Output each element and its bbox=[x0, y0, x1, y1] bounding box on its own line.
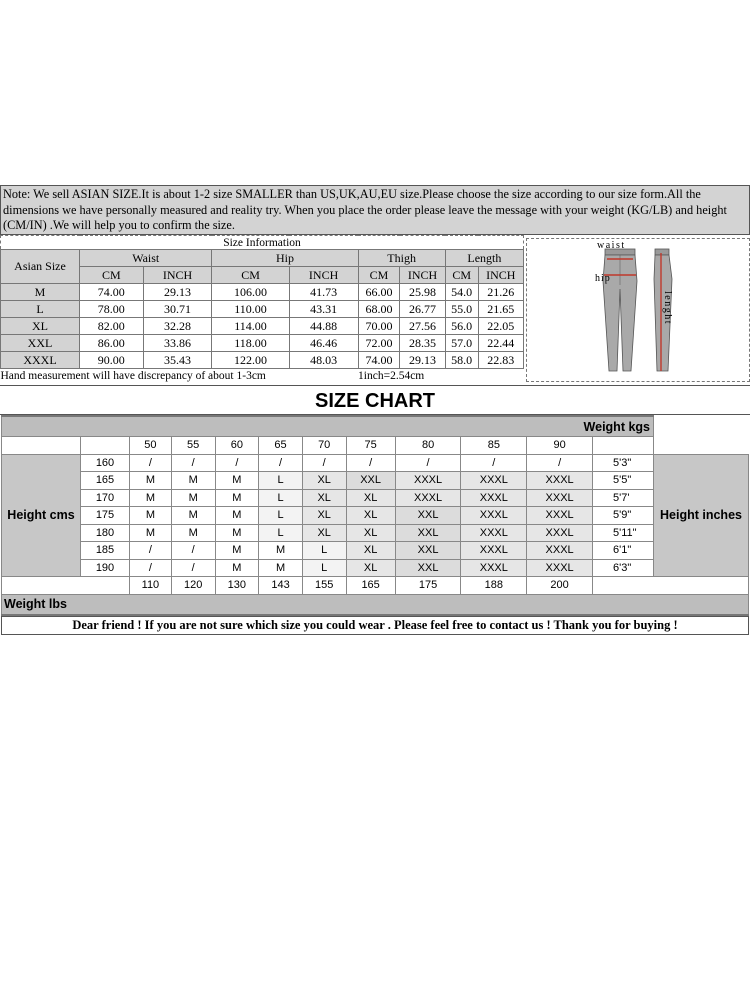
measurement-cell: 48.03 bbox=[289, 352, 358, 369]
empty-cell bbox=[2, 577, 130, 595]
recommended-size-cell: XXXL bbox=[527, 559, 593, 577]
recommended-size-cell: M bbox=[171, 472, 215, 490]
recommended-size-cell: XXXL bbox=[461, 524, 527, 542]
size-info-row bbox=[1, 352, 524, 369]
weight-lbs-bar bbox=[2, 594, 749, 615]
weight-kg-header: 60 bbox=[215, 437, 259, 455]
weight-kg-header: 55 bbox=[171, 437, 215, 455]
size-label: XXXL bbox=[1, 352, 80, 369]
recommended-size-cell: / bbox=[302, 454, 346, 472]
unit-header: INCH bbox=[478, 267, 523, 284]
length-header: Length bbox=[445, 250, 523, 267]
weight-lb-cell: 143 bbox=[259, 577, 303, 595]
measurement-cell: 66.00 bbox=[358, 284, 400, 301]
recommended-size-cell: XL bbox=[302, 524, 346, 542]
recommended-size-cell: / bbox=[130, 559, 172, 577]
weight-kg-header: 85 bbox=[461, 437, 527, 455]
recommended-size-cell: XXXL bbox=[527, 524, 593, 542]
hip-header: Hip bbox=[212, 250, 358, 267]
unit-header: INCH bbox=[400, 267, 445, 284]
measurement-cell: 110.00 bbox=[212, 301, 289, 318]
recommended-size-cell: M bbox=[130, 524, 172, 542]
size-label: M bbox=[1, 284, 80, 301]
recommended-size-cell: M bbox=[259, 542, 303, 560]
measurement-cell: 86.00 bbox=[80, 335, 144, 352]
weight-kgs-label: Weight kgs bbox=[2, 416, 654, 437]
recommended-size-cell: XXL bbox=[395, 507, 461, 525]
size-chart-row bbox=[2, 489, 749, 507]
recommended-size-cell: XXL bbox=[395, 542, 461, 560]
pants-diagram bbox=[526, 238, 750, 382]
measurement-cell: 21.65 bbox=[478, 301, 523, 318]
measurement-cell: 28.35 bbox=[400, 335, 445, 352]
height-inch-cell: 5'11" bbox=[593, 524, 654, 542]
recommended-size-cell: XXXL bbox=[461, 559, 527, 577]
measurement-cell: 22.83 bbox=[478, 352, 523, 369]
height-inches-label: Height inches bbox=[654, 454, 749, 577]
unit-header: CM bbox=[212, 267, 289, 284]
recommended-size-cell: XL bbox=[302, 472, 346, 490]
unit-header: INCH bbox=[143, 267, 212, 284]
recommended-size-cell: M bbox=[215, 472, 259, 490]
measurement-cell: 25.98 bbox=[400, 284, 445, 301]
size-chart-row bbox=[2, 454, 749, 472]
pants-front-icon bbox=[603, 249, 637, 371]
weight-kg-header: 65 bbox=[259, 437, 303, 455]
recommended-size-cell: / bbox=[130, 454, 172, 472]
measurement-cell: 118.00 bbox=[212, 335, 289, 352]
recommended-size-cell: M bbox=[215, 507, 259, 525]
recommended-size-cell: L bbox=[259, 507, 303, 525]
recommended-size-cell: XXL bbox=[346, 472, 395, 490]
weight-lb-cell: 200 bbox=[527, 577, 593, 595]
measurement-cell: 56.0 bbox=[445, 318, 478, 335]
recommended-size-cell: L bbox=[302, 542, 346, 560]
weight-kg-header: 80 bbox=[395, 437, 461, 455]
recommended-size-cell: / bbox=[171, 542, 215, 560]
recommended-size-cell: / bbox=[461, 454, 527, 472]
measurement-cell: 78.00 bbox=[80, 301, 144, 318]
measurement-cell: 41.73 bbox=[289, 284, 358, 301]
recommended-size-cell: XXXL bbox=[395, 472, 461, 490]
recommended-size-cell: XXXL bbox=[527, 472, 593, 490]
height-cm-cell: 190 bbox=[81, 559, 130, 577]
size-chart-row bbox=[2, 507, 749, 525]
height-cms-label: Height cms bbox=[2, 454, 81, 577]
unit-header: CM bbox=[80, 267, 144, 284]
recommended-size-cell: / bbox=[171, 454, 215, 472]
unit-header: CM bbox=[445, 267, 478, 284]
height-inch-cell: 5'5" bbox=[593, 472, 654, 490]
recommended-size-cell: / bbox=[130, 542, 172, 560]
weight-kg-header: 75 bbox=[346, 437, 395, 455]
size-chart-table bbox=[1, 415, 749, 616]
measurement-cell: 57.0 bbox=[445, 335, 478, 352]
recommended-size-cell: XXXL bbox=[461, 507, 527, 525]
waist-header: Waist bbox=[80, 250, 212, 267]
measurement-cell: 29.13 bbox=[400, 352, 445, 369]
measurement-cell: 114.00 bbox=[212, 318, 289, 335]
unit-header: CM bbox=[358, 267, 400, 284]
size-info-row bbox=[1, 301, 524, 318]
recommended-size-cell: XL bbox=[346, 507, 395, 525]
measurement-cell: 68.00 bbox=[358, 301, 400, 318]
recommended-size-cell: XXXL bbox=[461, 542, 527, 560]
recommended-size-cell: L bbox=[259, 489, 303, 507]
height-inch-cell: 5'3" bbox=[593, 454, 654, 472]
measurement-cell: 106.00 bbox=[212, 284, 289, 301]
empty-cell bbox=[81, 437, 130, 455]
weight-lb-cell: 120 bbox=[171, 577, 215, 595]
recommended-size-cell: XXXL bbox=[395, 489, 461, 507]
recommended-size-cell: / bbox=[527, 454, 593, 472]
recommended-size-cell: XL bbox=[346, 524, 395, 542]
size-info-section bbox=[0, 235, 750, 385]
size-note: Note: We sell ASIAN SIZE.It is about 1-2 size SMALLER than US,UK,AU,EU size.Please choose the size according to our size form.All the dimensions we have personally measured and reality try. When you place the order please leave the message with your weight (KG/LB) and height (CM/IN) .We will help you to confirm the size. bbox=[0, 185, 750, 235]
size-guide bbox=[0, 185, 750, 635]
measurement-cell: 26.77 bbox=[400, 301, 445, 318]
measurement-cell: 46.46 bbox=[289, 335, 358, 352]
measurement-cell: 32.28 bbox=[143, 318, 212, 335]
measurement-cell: 74.00 bbox=[358, 352, 400, 369]
size-info-footer bbox=[1, 369, 524, 384]
measurement-cell: 30.71 bbox=[143, 301, 212, 318]
recommended-size-cell: / bbox=[171, 559, 215, 577]
recommended-size-cell: XXXL bbox=[527, 489, 593, 507]
unit-header: INCH bbox=[289, 267, 358, 284]
weight-lb-cell: 110 bbox=[130, 577, 172, 595]
weight-kg-header: 50 bbox=[130, 437, 172, 455]
recommended-size-cell: M bbox=[171, 524, 215, 542]
hip-label: hip bbox=[595, 273, 611, 284]
weight-lb-cell: 155 bbox=[302, 577, 346, 595]
height-inch-cell: 5'9" bbox=[593, 507, 654, 525]
empty-cell bbox=[593, 437, 654, 455]
recommended-size-cell: XL bbox=[346, 489, 395, 507]
recommended-size-cell: M bbox=[171, 507, 215, 525]
recommended-size-cell: XXXL bbox=[527, 542, 593, 560]
weight-lb-cell: 130 bbox=[215, 577, 259, 595]
measurement-cell: 44.88 bbox=[289, 318, 358, 335]
recommended-size-cell: XXL bbox=[395, 559, 461, 577]
height-cm-cell: 185 bbox=[81, 542, 130, 560]
size-chart-row bbox=[2, 542, 749, 560]
height-inch-cell: 6'1" bbox=[593, 542, 654, 560]
recommended-size-cell: / bbox=[395, 454, 461, 472]
measurement-cell: 22.05 bbox=[478, 318, 523, 335]
measurement-cell: 21.26 bbox=[478, 284, 523, 301]
measurement-cell: 55.0 bbox=[445, 301, 478, 318]
asian-size-header: Asian Size bbox=[1, 250, 80, 284]
measurement-cell: 22.44 bbox=[478, 335, 523, 352]
recommended-size-cell: M bbox=[171, 489, 215, 507]
conversion-note: 1inch=2.54cm bbox=[358, 370, 425, 382]
recommended-size-cell: XXL bbox=[395, 524, 461, 542]
weight-lb-cell: 175 bbox=[395, 577, 461, 595]
recommended-size-cell: / bbox=[259, 454, 303, 472]
thigh-header: Thigh bbox=[358, 250, 445, 267]
weight-lbs-row bbox=[2, 577, 749, 595]
height-cm-cell: 175 bbox=[81, 507, 130, 525]
measurement-cell: 72.00 bbox=[358, 335, 400, 352]
measurement-cell: 74.00 bbox=[80, 284, 144, 301]
recommended-size-cell: XL bbox=[302, 489, 346, 507]
height-inch-cell: 6'3" bbox=[593, 559, 654, 577]
measurement-cell: 90.00 bbox=[80, 352, 144, 369]
recommended-size-cell: XL bbox=[346, 542, 395, 560]
recommended-size-cell: L bbox=[302, 559, 346, 577]
measurement-cell: 33.86 bbox=[143, 335, 212, 352]
recommended-size-cell: M bbox=[215, 559, 259, 577]
recommended-size-cell: XL bbox=[346, 559, 395, 577]
recommended-size-cell: M bbox=[215, 524, 259, 542]
size-label: L bbox=[1, 301, 80, 318]
weight-lb-cell: 188 bbox=[461, 577, 527, 595]
size-info-row bbox=[1, 284, 524, 301]
size-chart-row bbox=[2, 559, 749, 577]
recommended-size-cell: L bbox=[259, 472, 303, 490]
size-chart-title: SIZE CHART bbox=[0, 385, 750, 415]
size-chart-row bbox=[2, 472, 749, 490]
height-inch-cell: 5'7' bbox=[593, 489, 654, 507]
recommended-size-cell: / bbox=[215, 454, 259, 472]
size-info-table bbox=[0, 235, 524, 383]
height-cm-cell: 180 bbox=[81, 524, 130, 542]
measurement-cell: 58.0 bbox=[445, 352, 478, 369]
size-info-title: Size Information bbox=[1, 236, 524, 250]
measurement-cell: 122.00 bbox=[212, 352, 289, 369]
weight-lbs-label: Weight lbs bbox=[2, 594, 749, 615]
recommended-size-cell: XXXL bbox=[527, 507, 593, 525]
weight-lb-cell: 165 bbox=[346, 577, 395, 595]
measurement-footnote: Hand measurement will have discrepancy of about 1-3cm bbox=[0, 370, 266, 382]
measurement-cell: 54.0 bbox=[445, 284, 478, 301]
measurement-cell: 27.56 bbox=[400, 318, 445, 335]
recommended-size-cell: / bbox=[346, 454, 395, 472]
length-label: lenght bbox=[662, 291, 673, 325]
height-cm-cell: 160 bbox=[81, 454, 130, 472]
size-label: XXL bbox=[1, 335, 80, 352]
recommended-size-cell: XXXL bbox=[461, 489, 527, 507]
recommended-size-cell: M bbox=[130, 489, 172, 507]
waist-label: waist bbox=[597, 240, 626, 251]
recommended-size-cell: L bbox=[259, 524, 303, 542]
measurement-cell: 29.13 bbox=[143, 284, 212, 301]
size-info-row bbox=[1, 335, 524, 352]
size-label: XL bbox=[1, 318, 80, 335]
recommended-size-cell: XL bbox=[302, 507, 346, 525]
measurement-cell: 82.00 bbox=[80, 318, 144, 335]
recommended-size-cell: M bbox=[259, 559, 303, 577]
recommended-size-cell: M bbox=[215, 489, 259, 507]
weight-kg-header: 90 bbox=[527, 437, 593, 455]
recommended-size-cell: M bbox=[130, 507, 172, 525]
empty-cell bbox=[2, 437, 81, 455]
recommended-size-cell: XXXL bbox=[461, 472, 527, 490]
measurement-cell: 35.43 bbox=[143, 352, 212, 369]
height-cm-cell: 170 bbox=[81, 489, 130, 507]
recommended-size-cell: M bbox=[215, 542, 259, 560]
measurement-cell: 70.00 bbox=[358, 318, 400, 335]
size-info-row bbox=[1, 318, 524, 335]
measurement-cell: 43.31 bbox=[289, 301, 358, 318]
weight-kg-header: 70 bbox=[302, 437, 346, 455]
empty-cell bbox=[593, 577, 749, 595]
recommended-size-cell: M bbox=[130, 472, 172, 490]
height-cm-cell: 165 bbox=[81, 472, 130, 490]
size-chart-row bbox=[2, 524, 749, 542]
bottom-note: Dear friend ! If you are not sure which size you could wear . Please feel free to contact us ! Thank you for buying ! bbox=[1, 616, 749, 635]
